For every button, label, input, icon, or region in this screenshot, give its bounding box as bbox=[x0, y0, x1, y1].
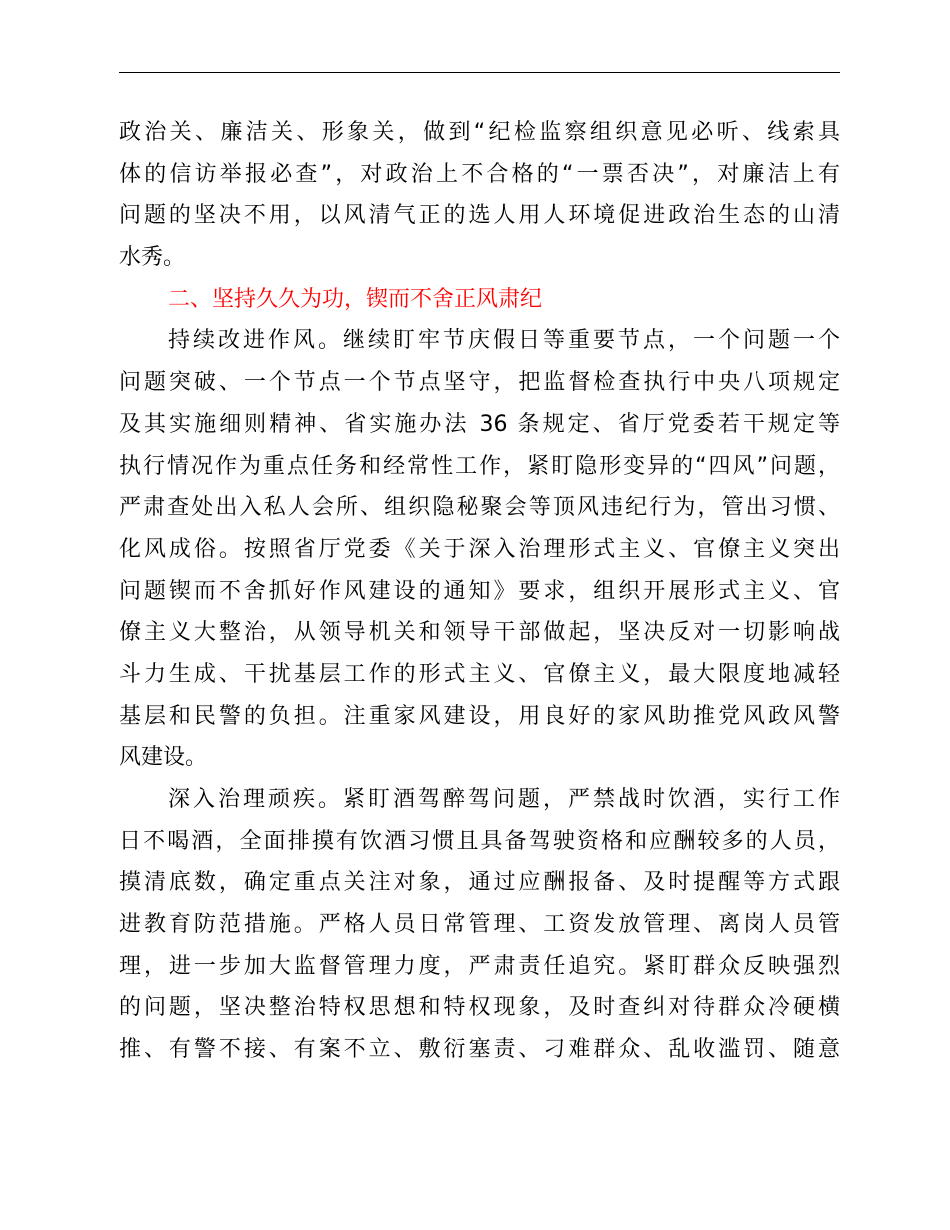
text-line: 进教育防范措施。严格人员日常管理、工资发放管理、离岗人员管 bbox=[119, 912, 840, 938]
text-line: 水秀。 bbox=[119, 245, 186, 271]
text-line: 持续改进作风。继续盯牢节庆假日等重要节点，一个问题一个 bbox=[168, 328, 840, 354]
text-line: 僚主义大整治，从领导机关和领导干部做起，坚决反对一切影响战 bbox=[119, 620, 840, 646]
text-line: 问题锲而不舍抓好作风建设的通知》要求，组织开展形式主义、官 bbox=[119, 578, 840, 604]
text-line: 摸清底数，确定重点关注对象，通过应酬报备、及时提醒等方式跟 bbox=[119, 870, 840, 896]
text-line: 及其实施细则精神、省实施办法 36 条规定、省厅党委若干规定等 bbox=[119, 411, 840, 437]
text-line: 问题的坚决不用，以风清气正的选人用人环境促进政治生态的山清 bbox=[119, 203, 840, 229]
text-line: 推、有警不接、有案不立、敷衍塞责、刁难群众、乱收滥罚、随意 bbox=[119, 1037, 840, 1063]
text-line: 执行情况作为重点任务和经常性工作，紧盯隐形变异的“四风”问题， bbox=[119, 453, 840, 479]
text-line: 政治关、廉洁关、形象关，做到“纪检监察组织意见必听、线索具 bbox=[119, 120, 840, 145]
header-rule bbox=[119, 72, 840, 73]
text-line: 斗力生成、干扰基层工作的形式主义、官僚主义，最大限度地减轻 bbox=[119, 661, 840, 687]
text-line: 基层和民警的负担。注重家风建设，用良好的家风助推党风政风警 bbox=[119, 703, 840, 729]
text-line: 理，进一步加大监督管理力度，严肃责任追究。紧盯群众反映强烈 bbox=[119, 953, 840, 979]
text-line: 严肃查处出入私人会所、组织隐秘聚会等顶风违纪行为，管出习惯、 bbox=[119, 495, 840, 521]
section-heading: 二、坚持久久为功，锲而不舍正风肃纪 bbox=[168, 286, 543, 312]
text-line: 化风成俗。按照省厅党委《关于深入治理形式主义、官僚主义突出 bbox=[119, 536, 840, 562]
text-line: 的问题，坚决整治特权思想和特权现象，及时查纠对待群众冷硬横 bbox=[119, 995, 840, 1021]
text-line: 体的信访举报必查”，对政治上不合格的“一票否决”，对廉洁上有 bbox=[119, 161, 840, 187]
text-line: 日不喝酒，全面排摸有饮酒习惯且具备驾驶资格和应酬较多的人员， bbox=[119, 828, 840, 854]
text-line: 问题突破、一个节点一个节点坚守，把监督检查执行中央八项规定 bbox=[119, 370, 840, 396]
document-body bbox=[119, 112, 840, 1071]
text-line: 风建设。 bbox=[119, 745, 208, 771]
text-line: 深入治理顽疾。紧盯酒驾醉驾问题，严禁战时饮酒，实行工作 bbox=[168, 787, 840, 812]
